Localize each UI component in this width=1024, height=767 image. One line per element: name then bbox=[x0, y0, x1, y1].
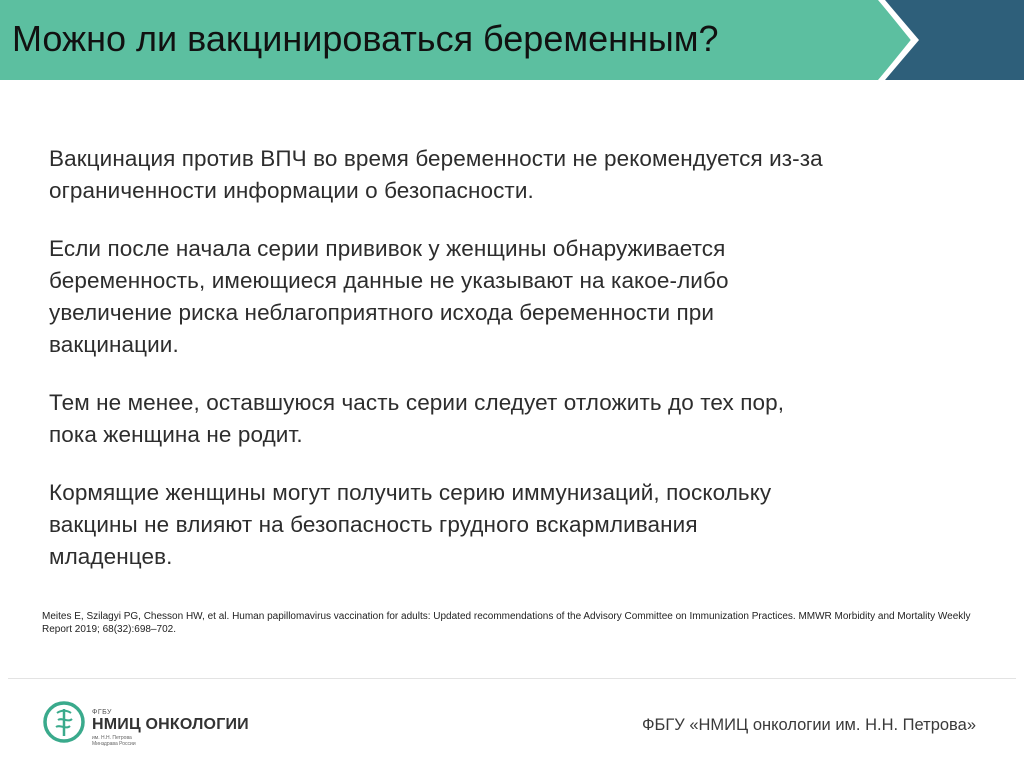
footer-organization-text: ФБГУ «НМИЦ онкологии им. Н.Н. Петрова» bbox=[641, 716, 976, 734]
reference-citation: Meites E, Szilagyi PG, Chesson HW, et al. Human papillomavirus vaccination for adults: Updated recommendations of the Advisory Committee on Immunization Practices. MMWR Morbidity and Mortality Weekly Report 2019; 68(32):698–702. bbox=[42, 611, 971, 635]
page-title: Можно ли вакцинироваться беременным? bbox=[12, 18, 719, 59]
paragraph-1 bbox=[49, 143, 969, 207]
paragraph-line: младенцев. bbox=[49, 544, 173, 569]
paragraph-line: Если после начала серии прививок у женщины обнаруживается bbox=[49, 236, 726, 261]
paragraph-3 bbox=[49, 387, 969, 451]
paragraph-line: Тем не менее, оставшуюся часть серии следует отложить до тех пор, bbox=[49, 390, 785, 415]
logo-subtitle: им. Н.Н. Петрова bbox=[92, 735, 132, 741]
organization-logo bbox=[42, 700, 262, 752]
header-banner bbox=[0, 0, 1024, 82]
paragraph-line: пока женщина не родит. bbox=[49, 422, 303, 447]
paragraph-line: вакцинации. bbox=[49, 332, 179, 357]
paragraph-line: вакцины не влияют на безопасность грудного вскармливания bbox=[49, 512, 698, 537]
logo-small-label: ФГБУ bbox=[92, 709, 112, 716]
paragraph-4 bbox=[49, 477, 969, 573]
footer-divider bbox=[8, 678, 1016, 679]
main-content bbox=[49, 143, 969, 599]
caduceus-icon bbox=[42, 700, 86, 744]
paragraph-line: увеличение риска неблагоприятного исхода беременности при bbox=[49, 300, 715, 325]
paragraph-2 bbox=[49, 233, 969, 361]
logo-subtitle: Минздрава России bbox=[92, 741, 136, 747]
logo-name: НМИЦ ОНКОЛОГИИ bbox=[92, 716, 249, 733]
paragraph-line: беременность, имеющиеся данные не указывают на какое-либо bbox=[49, 268, 729, 293]
paragraph-line: Кормящие женщины могут получить серию иммунизаций, поскольку bbox=[49, 480, 772, 505]
paragraph-line: ограниченности информации о безопасности. bbox=[49, 178, 534, 203]
paragraph-line: Вакцинация против ВПЧ во время беременности не рекомендуется из-за bbox=[49, 146, 823, 171]
